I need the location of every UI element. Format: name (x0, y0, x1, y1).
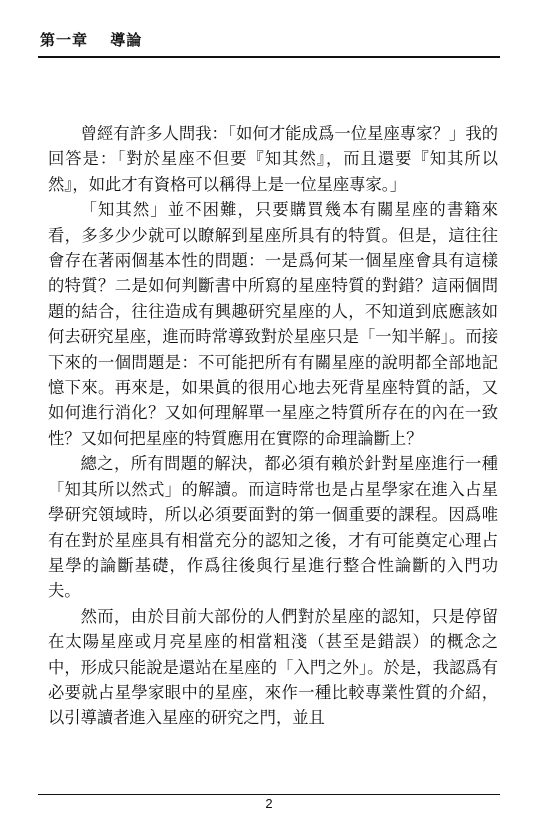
paragraph-2: 「知其然」並不困難，只要購買幾本有關星座的書籍來看，多多少少就可以瞭解到星座所具有的特質。但是，這往往會存在著兩個基本性的問題：一是爲何某一個星座會具有這樣的特質？二是如何判斷書中所寫的星座特質的對錯？這兩個問題的結合，往往造成有興趣研究星座的人，不知道到底應該如何去研究星座，進而時常導致對於星座只是「一知半解」。而接下來的一個問題是：不可能把所有有關星座的說明都全部地記憶下來。再來是，如果眞的很用心地去死背星座特質的話，又如何進行消化？又如何理解單一星座之特質所存在的內在一致性？又如何把星座的特質應用在實際的命理論斷上？ (48, 200, 498, 448)
chapter-label: 第一章 (40, 31, 89, 49)
header-rule (38, 56, 500, 58)
chapter-title: 導論 (110, 31, 143, 49)
footer-rule (38, 794, 500, 795)
running-header (40, 29, 142, 50)
body-text (48, 121, 498, 731)
paragraph-3: 總之，所有問題的解決，都必須有賴於針對星座進行一種「知其所以然式」的解讀。而這時常也是占星學家在進入占星學研究領域時，所以必須要面對的第一個重要的課程。因爲唯有在對於星座具有相當充分的認知之後，才有可能奠定心理占星學的論斷基礎，作爲往後與行星進行整合性論斷的入門功夫。 (48, 454, 498, 601)
paragraph-4: 然而，由於目前大部份的人們對於星座的認知，只是停留在太陽星座或月亮星座的相當粗淺（甚至是錯誤）的概念之中，形成只能說是還站在星座的「入門之外」。於是，我認爲有必要就占星學家眼中的星座，來作一種比較專業性質的介紹，以引導讀者進入星座的研究之門，並且 (48, 606, 498, 728)
paragraph-1: 曾經有許多人問我：「如何才能成爲一位星座專家？」我的回答是：「對於星座不但要『知其然』，而且還要『知其所以然』，如此才有資格可以稱得上是一位星座專家。」 (48, 124, 498, 194)
page-number: 2 (265, 796, 273, 811)
